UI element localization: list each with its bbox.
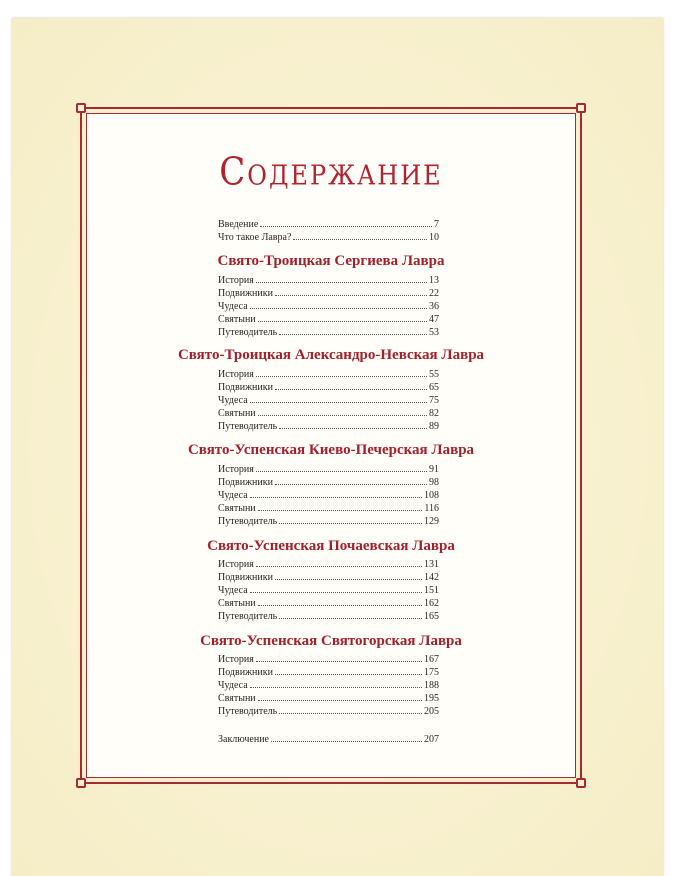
dot-leader — [279, 617, 422, 619]
dot-leader — [275, 483, 427, 485]
toc-entry-page: 205 — [424, 706, 439, 717]
toc-entry-label: Чудеса — [218, 680, 248, 691]
toc-entry[interactable] — [218, 680, 439, 692]
toc-entry-page: 36 — [429, 301, 439, 312]
toc-entry-label: Подвижники — [218, 667, 273, 678]
toc-entry-page: 22 — [429, 288, 439, 299]
toc-entry-label: Что такое Лавра? — [218, 232, 292, 243]
toc-entry-label: Путеводитель — [218, 611, 278, 622]
toc-entry-page: 55 — [429, 369, 439, 380]
toc-entry-label: Чудеса — [218, 301, 248, 312]
section-heading[interactable]: Свято-Успенская Святогорская Лавра — [200, 633, 462, 649]
toc-entry-label: Чудеса — [218, 585, 248, 596]
toc-entry[interactable] — [218, 369, 439, 381]
toc-entry[interactable] — [218, 275, 439, 287]
frame-corner-ornament — [576, 778, 586, 788]
toc-entry-page: 47 — [429, 314, 439, 325]
dot-leader — [258, 414, 427, 416]
dot-leader — [279, 427, 427, 429]
toc-entry-label: Чудеса — [218, 490, 248, 501]
toc-entry-label: Путеводитель — [218, 516, 278, 527]
toc-entry-page: 151 — [424, 585, 439, 596]
dot-leader — [258, 604, 422, 606]
dot-leader — [279, 522, 422, 524]
toc-entry-label: Подвижники — [218, 477, 273, 488]
toc-entry-label: Путеводитель — [218, 421, 278, 432]
frame-corner-ornament — [76, 778, 86, 788]
toc-entry-page: 10 — [429, 232, 439, 243]
section-heading[interactable]: Свято-Успенская Киево-Печерская Лавра — [187, 442, 475, 458]
toc-entry-page: 129 — [424, 516, 439, 527]
toc-entry-page: 82 — [429, 408, 439, 419]
toc-entry-label: Путеводитель — [218, 706, 278, 717]
frame-corner-ornament — [576, 103, 586, 113]
toc-entry-page: 131 — [424, 559, 439, 570]
section-heading[interactable]: Свято-Успенская Почаевская Лавра — [207, 538, 455, 554]
toc-entry[interactable] — [218, 503, 439, 515]
toc-entry[interactable] — [218, 667, 439, 679]
toc-entry[interactable] — [218, 382, 439, 394]
toc-entry-label: Чудеса — [218, 395, 248, 406]
page-title: Содержание — [219, 150, 443, 195]
toc-entry[interactable] — [218, 477, 439, 489]
toc-entry[interactable] — [218, 734, 439, 746]
toc-entry-page: 7 — [434, 219, 439, 230]
toc-entry-label: Введение — [218, 219, 259, 230]
toc-entry[interactable] — [218, 232, 439, 244]
toc-entry[interactable] — [218, 288, 439, 300]
toc-entry-label: Подвижники — [218, 572, 273, 583]
dot-leader — [250, 591, 422, 593]
toc-entry[interactable] — [218, 421, 439, 433]
dot-leader — [260, 225, 432, 227]
toc-entry-label: Святыни — [218, 503, 256, 514]
toc-entry-label: История — [218, 559, 254, 570]
toc-entry-page: 91 — [429, 464, 439, 475]
toc-entry-page: 116 — [424, 503, 439, 514]
toc-entry-label: История — [218, 464, 254, 475]
dot-leader — [258, 509, 423, 511]
toc-entry-label: Заключение — [218, 734, 269, 745]
dot-leader — [250, 307, 427, 309]
toc-entry[interactable] — [218, 585, 439, 597]
toc-entry-label: Путеводитель — [218, 327, 278, 338]
section-heading[interactable]: Свято-Троицкая Сергиева Лавра — [217, 253, 445, 269]
toc-entry[interactable] — [218, 301, 439, 313]
toc-entry[interactable] — [218, 490, 439, 502]
dot-leader — [250, 686, 422, 688]
dot-leader — [256, 281, 427, 283]
toc-entry-label: История — [218, 275, 254, 286]
toc-entry-label: История — [218, 369, 254, 380]
dot-leader — [256, 375, 427, 377]
dot-leader — [271, 740, 422, 742]
dot-leader — [275, 673, 422, 675]
dot-leader — [275, 578, 422, 580]
toc-entry-page: 53 — [429, 327, 439, 338]
dot-leader — [275, 388, 427, 390]
toc-entry-page: 108 — [424, 490, 439, 501]
dot-leader — [293, 238, 427, 240]
section-heading[interactable]: Свято-Троицкая Александро-Невская Лавра — [177, 347, 485, 363]
dot-leader — [279, 712, 422, 714]
toc-entry-label: История — [218, 654, 254, 665]
toc-entry[interactable] — [218, 611, 439, 623]
toc-entry-label: Подвижники — [218, 382, 273, 393]
toc-entry-page: 98 — [429, 477, 439, 488]
toc-entry[interactable] — [218, 693, 439, 705]
dot-leader — [256, 470, 427, 472]
toc-entry[interactable] — [218, 314, 439, 326]
toc-entry-page: 188 — [424, 680, 439, 691]
dot-leader — [256, 660, 422, 662]
toc-entry[interactable] — [218, 464, 439, 476]
dot-leader — [256, 565, 422, 567]
toc-entry[interactable] — [218, 395, 439, 407]
dot-leader — [258, 320, 427, 322]
toc-entry-page: 142 — [424, 572, 439, 583]
toc-entry[interactable] — [218, 408, 439, 420]
toc-entry-label: Подвижники — [218, 288, 273, 299]
toc-entry-page: 13 — [429, 275, 439, 286]
toc-entry[interactable] — [218, 516, 439, 528]
frame-corner-ornament — [76, 103, 86, 113]
toc-entry[interactable] — [218, 327, 439, 339]
toc-entry-label: Святыни — [218, 314, 256, 325]
toc-entry-page: 195 — [424, 693, 439, 704]
dot-leader — [258, 699, 422, 701]
toc-entry-page: 207 — [424, 734, 439, 745]
dot-leader — [279, 333, 427, 335]
toc-entry-page: 65 — [429, 382, 439, 393]
toc-entry-label: Святыни — [218, 693, 256, 704]
toc-entry[interactable] — [218, 654, 439, 666]
toc-entry-page: 75 — [429, 395, 439, 406]
toc-entry-label: Святыни — [218, 598, 256, 609]
toc-entry[interactable] — [218, 219, 439, 231]
toc-entry-page: 162 — [424, 598, 439, 609]
toc-entry-page: 89 — [429, 421, 439, 432]
toc-entry[interactable] — [218, 598, 439, 610]
toc-entry[interactable] — [218, 706, 439, 718]
toc-entry-page: 167 — [424, 654, 439, 665]
dot-leader — [250, 496, 422, 498]
toc-entry-page: 175 — [424, 667, 439, 678]
dot-leader — [250, 401, 427, 403]
toc-entry[interactable] — [218, 559, 439, 571]
toc-entry[interactable] — [218, 572, 439, 584]
toc-entry-page: 165 — [424, 611, 439, 622]
toc-entry-label: Святыни — [218, 408, 256, 419]
dot-leader — [275, 294, 427, 296]
